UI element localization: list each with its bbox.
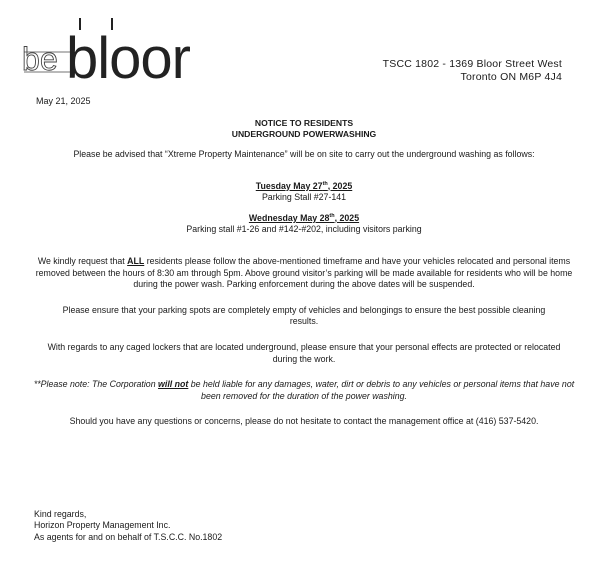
closing-line-1: Kind regards, [34,509,87,519]
schedule-day-2-date: Wednesday May 28th, 2025 [248,212,360,223]
paragraph-contact: Should you have any questions or concerns, please do not hesitate to contact the management office at (416) 537-5420. [69,416,539,427]
paragraph-liability: **Please note: The Corporation will not be held liable for any damages, water, dirt or debris to any vehicles or personal items that have not been removed for the duration of the power washing. [33,379,575,401]
address-line-2: Toronto ON M6P 4J4 [460,71,562,83]
notice-body [30,118,578,428]
building-address [383,58,562,84]
closing-line-2: Horizon Property Management Inc. [34,520,171,531]
bebloor-logo [22,14,237,88]
emphasis-will-not: will not [158,379,189,390]
notice-title-2: UNDERGROUND POWERWASHING [231,129,377,139]
notice-intro: Please be advised that “Xtreme Property Maintenance” will be on site to carry out the underground washing as follows: [73,149,535,159]
emphasis-all: ALL [127,255,145,266]
closing-line-3: As agents for and on behalf of T.S.C.C. No.1802 [34,531,223,542]
paragraph-empty-spots: Please ensure that your parking spots are completely empty of vehicles and belongings to ensure the best possible cleaning results. [62,304,546,327]
paragraph-lockers: With regards to any caged lockers that are located underground, please ensure that your personal effects are protected or relocated during the work. [47,341,561,364]
schedule-day-1-detail: Parking Stall #27-141 [261,192,347,203]
schedule-day-1-date: Tuesday May 27th, 2025 [255,180,353,191]
svg-text:bloor: bloor [66,26,190,88]
address-line-1: TSCC 1802 - 1369 Bloor Street West [382,58,562,70]
schedule-day-2 [30,213,578,225]
notice-title-1: NOTICE TO RESIDENTS [254,118,354,128]
closing-signature [34,509,222,543]
notice-date: May 21, 2025 [36,96,91,106]
schedule-day-1 [30,181,578,193]
paragraph-request: We kindly request that ALL residents please follow the above-mentioned timeframe and have your vehicles relocated and personal items removed between the hours of 8:30 am through 5pm. Above ground visitor’s parking will be made available for residents who will be home during the power wash. Parking enforcement during the above dates will be suspended. [35,255,573,290]
svg-text:e: e [40,41,58,77]
schedule-day-2-detail: Parking stall #1-26 and #142-#202, including visitors parking [186,224,422,235]
svg-text:b: b [22,41,40,77]
